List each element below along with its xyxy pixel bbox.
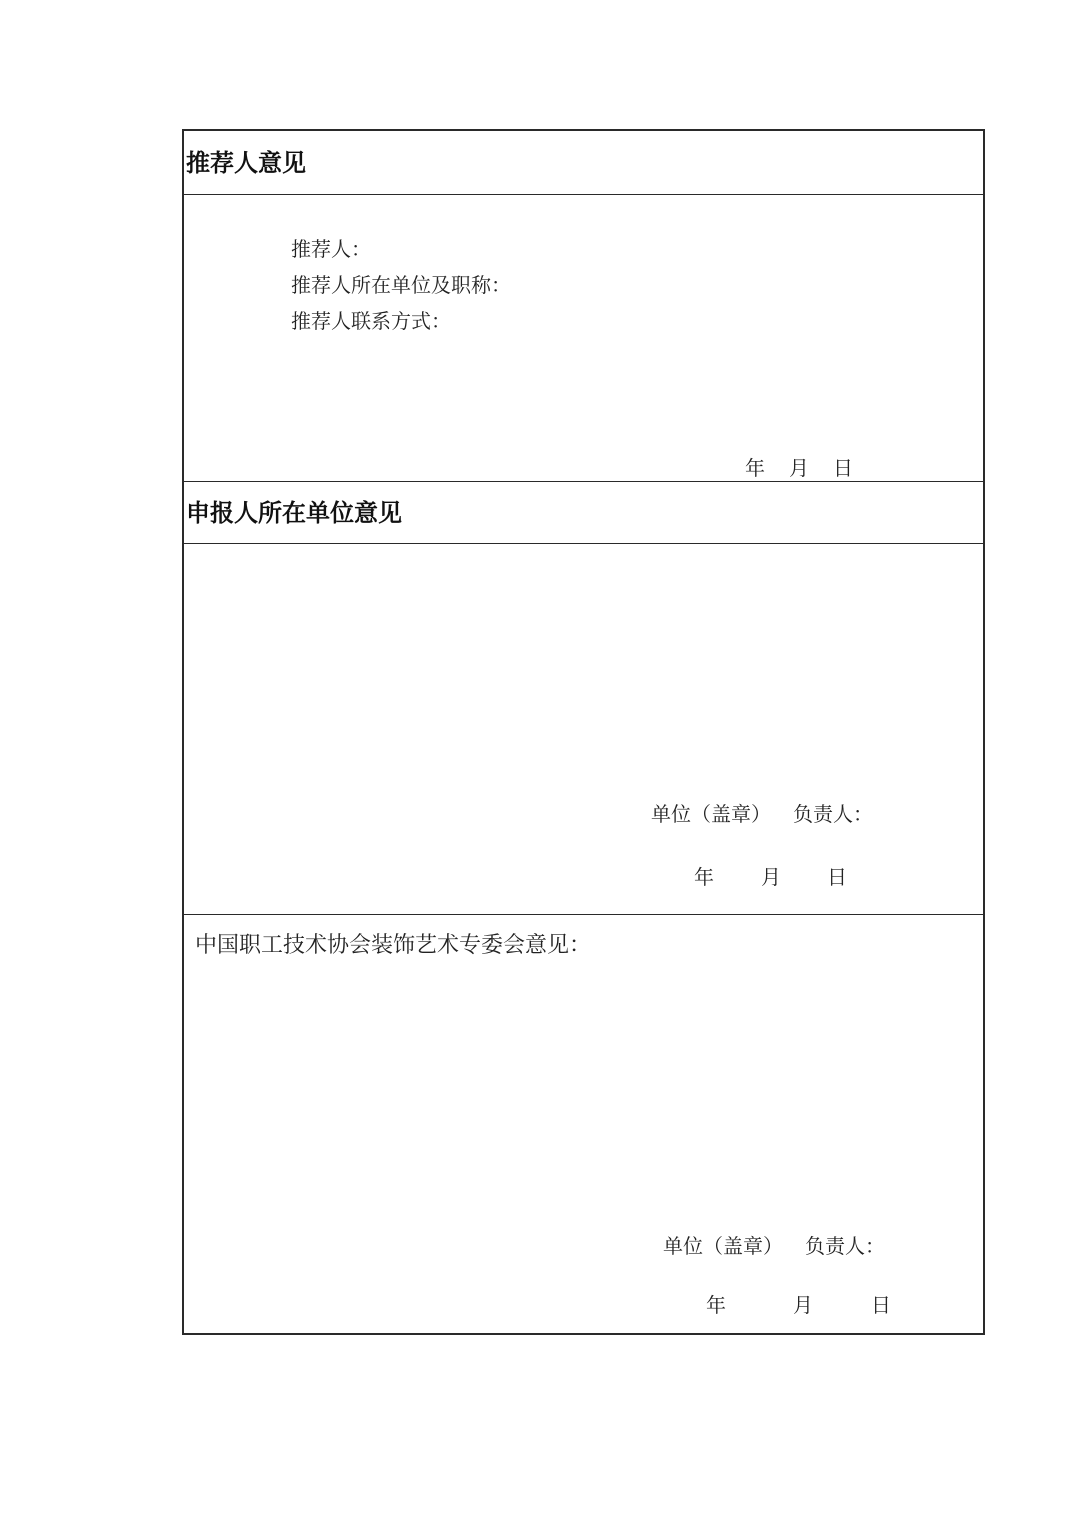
committee-date-month: 月 [793,1293,813,1317]
applicant-unit-person-in-charge-label: 负责人： [793,802,873,826]
committee-person-in-charge-label: 负责人： [805,1234,885,1258]
committee-section-heading: 中国职工技术协会装饰艺术专委会意见： [195,933,592,958]
recommender-date-year: 年 [745,456,765,480]
recommender-unit-title-label: 推荐人所在单位及职称： [291,273,511,297]
recommender-date-day: 日 [833,456,853,480]
applicant-unit-section-heading: 申报人所在单位意见 [186,499,402,527]
divider-line [184,914,983,915]
committee-seal-label: 单位（盖章） [663,1234,783,1258]
committee-date-day: 日 [871,1293,891,1317]
divider-line [184,481,983,482]
recommender-contact-label: 推荐人联系方式： [291,309,451,333]
applicant-unit-date-day: 日 [827,865,847,889]
committee-date-year: 年 [706,1293,726,1317]
applicant-unit-seal-label: 单位（盖章） [651,802,771,826]
applicant-unit-date-month: 月 [761,865,781,889]
recommender-date-month: 月 [789,456,809,480]
applicant-unit-date-year: 年 [694,865,714,889]
recommender-section-heading: 推荐人意见 [186,149,306,177]
divider-line [184,194,983,195]
opinion-form [182,129,985,1335]
divider-line [184,543,983,544]
recommender-name-label: 推荐人： [291,237,371,261]
